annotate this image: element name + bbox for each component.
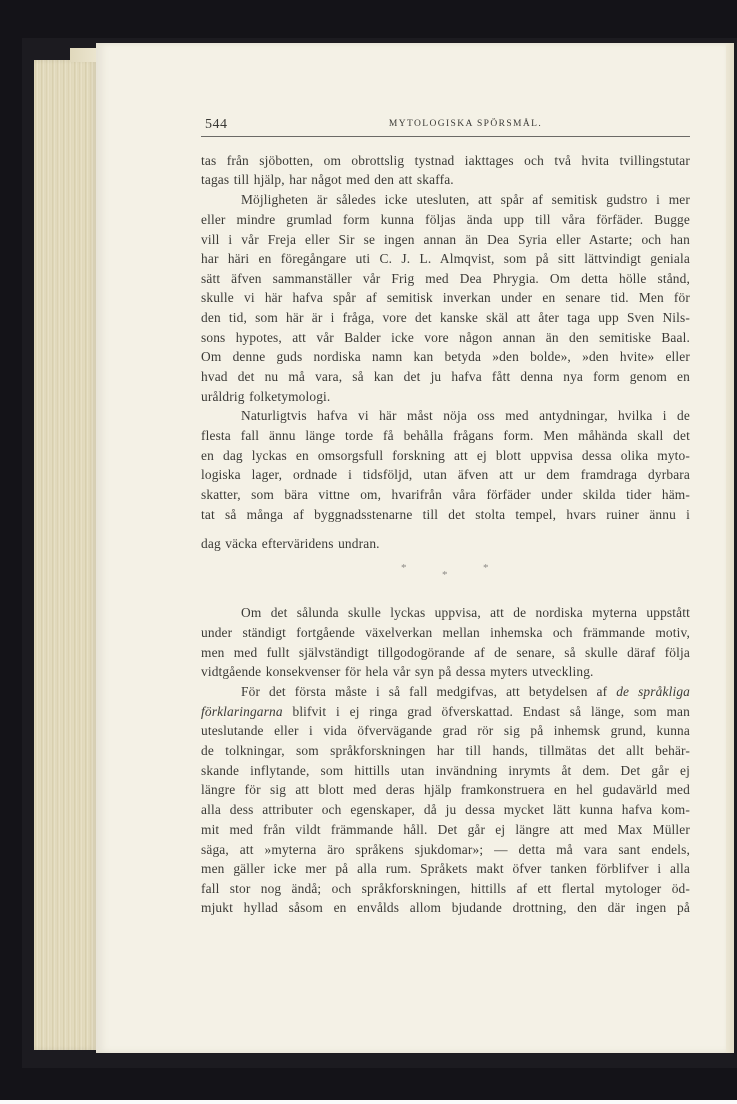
text-line: sätt äfven sammanställer vår Frig med Dea Phrygia. Om detta hölle stånd, (201, 271, 690, 286)
text-segment: blifvit i ej ringa grad öfverskattad. Endast så länge, som man (292, 704, 690, 719)
italic-term: förklaringarna (201, 704, 283, 719)
text-line: skande inflytande, som hittills utan invändning inrymts åt dem. Det går ej (201, 763, 690, 778)
text-line: längre för sig att blott med deras hjälp framkonstruera en hel gudavärld med (201, 782, 690, 797)
page-edges-stack (34, 60, 98, 1050)
text-line: flesta fall ännu länge torde få behålla frågans form. Men måhända skall det (201, 428, 690, 443)
text-line: sons hypotes, att vår Balder icke vore någon annan än den semitiske Baal. (201, 330, 690, 345)
text-line: fall stor nog ändå; och språkforskningen, hittills af ett flertal mytologer öd- (201, 881, 690, 896)
page-edge-right (726, 43, 734, 1053)
text-line: under ständigt fortgående växelverkan mellan inhemska och främmande motiv, (201, 625, 690, 640)
text-line: eller mindre grumlad form kunna följas ända upp till våra förfäder. Bugge (201, 212, 690, 227)
text-line: dag väcka efterväridens undran. (201, 536, 380, 551)
text-line: vidtgående konsekvenser för hela vår syn på dessa myters utveckling. (201, 664, 594, 679)
running-title: MYTOLOGISKA SPÖRSMÅL. (388, 119, 543, 129)
text-line: tas från sjöbotten, om obrottslig tystnad iakttages och två hvita tvillingstutar (201, 153, 690, 168)
page-edges-step (70, 48, 98, 62)
text-line: uråldrig folketymologi. (201, 389, 331, 404)
text-line: Naturligtvis hafva vi här måst nöja oss med antydningar, hvilka i de (241, 408, 690, 423)
text-line (241, 682, 690, 702)
text-line: Om denne guds nordiska namn kan betyda »den bolde», »den hvite» eller (201, 349, 690, 364)
text-line: säga, att »myterna äro språkens sjukdomar»; — detta må vara sant endels, (201, 842, 690, 857)
text-line: skulle vi här hafva spår af semitisk inverkan under en senare tid. Men för (201, 290, 690, 305)
text-line: Möjligheten är således icke utesluten, att spår af semitisk gudstro i mer (241, 192, 690, 207)
text-line (201, 702, 690, 722)
text-line: Om det sålunda skulle lyckas uppvisa, att de nordiska myterna uppstått (241, 605, 690, 620)
asterisk-icon: * (442, 569, 448, 581)
page-header (201, 114, 690, 137)
text-line: tagas till hjälp, har något med den att skaffa. (201, 172, 454, 187)
italic-term: de språkliga (616, 684, 691, 699)
text-line: en dag lyckas en omsorgsfull forskning att ej blott uppvisa dessa olika myto- (201, 448, 690, 463)
asterisk-icon: * (401, 562, 407, 574)
asterisk-icon: * (483, 562, 489, 574)
text-segment: För det första måste i så fall medgifvas, att betydelsen af (241, 684, 608, 699)
text-line: tat så många af byggnadsstenarne till det stolta tempel, hvars ruiner ännu i (201, 507, 690, 522)
text-line: har häri en föregångare uti C. J. L. Almqvist, som på sitt lättvindigt geniala (201, 251, 690, 266)
scan-bottom-strip (0, 1100, 737, 1104)
text-line: logiska lager, ordnade i tidsföljd, utan äfven att ur dem framdraga dyrbara (201, 467, 690, 482)
text-line: de tolkningar, som språkforskningen har till hands, tillmätas det allt behär- (201, 743, 690, 758)
text-line: hvad det nu må vara, så kan det ju hafva fått denna nya form genom en (201, 369, 690, 384)
text-line: vill i vår Freja eller Sir se ingen annan än Dea Syria eller Astarte; och han (201, 232, 690, 247)
text-line: mit med från vildt främmande håll. Det går ej längre att med Max Müller (201, 822, 690, 837)
page-number: 544 (205, 117, 228, 132)
text-line: men med fullt självständigt tillgodogörande af de senare, så skulle däraf följa (201, 645, 690, 660)
text-line: den tid, som här är i fråga, vore det kanske skäl att åter taga upp Sven Nils- (201, 310, 690, 325)
text-line: uteslutande eller i vida öfvervägande grad rör sig på inhemsk grund, kunna (201, 723, 690, 738)
text-line: men gäller icke mer på alla rum. Språkets makt öfver tanken förblifver i alla (201, 861, 690, 876)
text-line: skatter, som bära vittne om, hvarifrån våra förfäder under skilda tider häm- (201, 487, 690, 502)
text-line: alla dess attributer och egenskaper, då ju dessa mycket lätt kunna hafva kom- (201, 802, 690, 817)
text-line: mjukt hyllad såsom en envålds allom bjudande drottning, den där ingen på (201, 900, 690, 915)
